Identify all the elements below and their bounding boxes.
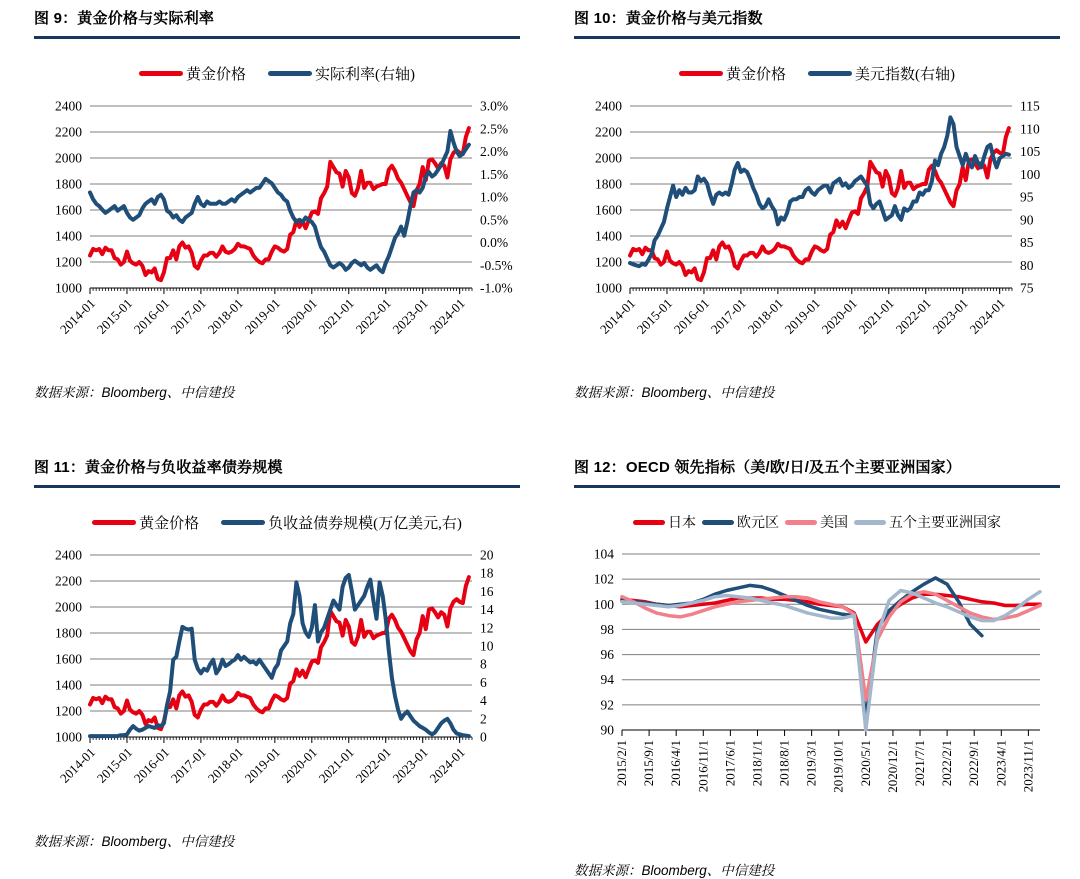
legend-swatch [633, 520, 665, 525]
legend-label: 实际利率(右轴) [315, 67, 415, 83]
svg-text:2022-01: 2022-01 [892, 295, 934, 337]
legend-label: 五个主要亚洲国家 [889, 516, 1001, 531]
svg-text:2018-01: 2018-01 [744, 295, 786, 337]
svg-text:12: 12 [480, 620, 494, 636]
svg-text:1800: 1800 [55, 176, 82, 192]
figure-10-title-underline [574, 36, 1060, 39]
legend-item [139, 63, 246, 84]
figure-12-title: 图 12：OECD 领先指标（美/欧/日/及五个主要亚洲国家） [574, 459, 962, 476]
figure-9-title-underline [34, 36, 520, 39]
svg-text:1.5%: 1.5% [480, 166, 509, 182]
svg-text:1200: 1200 [55, 254, 82, 270]
svg-text:2016-01: 2016-01 [670, 295, 713, 337]
legend-label: 日本 [668, 516, 696, 531]
svg-text:2016-01: 2016-01 [130, 744, 173, 786]
svg-text:2200: 2200 [55, 124, 82, 140]
svg-text:2021-01: 2021-01 [315, 295, 357, 337]
svg-text:2023-01: 2023-01 [389, 744, 431, 786]
svg-text:2015/2/1: 2015/2/1 [614, 740, 629, 787]
svg-text:2018/1/1: 2018/1/1 [749, 740, 765, 787]
svg-text:2024-01: 2024-01 [966, 295, 1008, 337]
svg-text:2020/12/1: 2020/12/1 [884, 740, 900, 793]
legend-item [702, 512, 779, 532]
svg-text:2400: 2400 [595, 98, 622, 114]
figure-10-legend [574, 63, 1060, 84]
svg-text:2024-01: 2024-01 [426, 295, 468, 337]
svg-text:1600: 1600 [55, 651, 82, 667]
svg-text:1000: 1000 [595, 280, 622, 296]
svg-text:2022-01: 2022-01 [352, 295, 394, 337]
figure-11 [0, 457, 540, 879]
legend-swatch [679, 71, 723, 76]
figure-11-source: 数据来源：Bloomberg、中信建投 [34, 834, 235, 849]
svg-text:1400: 1400 [55, 677, 82, 693]
svg-text:0.5%: 0.5% [480, 212, 509, 228]
svg-text:104: 104 [593, 546, 614, 562]
svg-text:2000: 2000 [595, 150, 622, 166]
svg-text:2017/6/1: 2017/6/1 [722, 740, 738, 787]
svg-text:2019/3/1: 2019/3/1 [803, 740, 819, 787]
svg-text:16: 16 [480, 583, 494, 599]
figure-12 [540, 457, 1080, 879]
svg-text:2014-01: 2014-01 [596, 295, 639, 337]
figure-12-title-underline [574, 485, 1060, 488]
svg-text:100: 100 [593, 596, 614, 612]
svg-text:92: 92 [600, 697, 614, 713]
svg-text:8: 8 [480, 656, 487, 672]
svg-text:2: 2 [480, 711, 487, 727]
svg-text:1200: 1200 [595, 254, 622, 270]
legend-item [633, 512, 696, 532]
svg-text:2019-01: 2019-01 [241, 295, 283, 337]
svg-text:2017-01: 2017-01 [707, 295, 750, 337]
svg-text:2200: 2200 [595, 124, 622, 140]
svg-text:1.0%: 1.0% [480, 189, 509, 205]
svg-text:2015/9/1: 2015/9/1 [641, 740, 657, 787]
svg-text:2017-01: 2017-01 [167, 744, 210, 786]
legend-swatch [139, 71, 183, 76]
svg-text:2021-01: 2021-01 [315, 744, 357, 786]
figure-9-title: 图 9：黄金价格与实际利率 [34, 10, 215, 27]
legend-swatch [702, 520, 734, 525]
figure-11-legend [34, 512, 520, 533]
legend-swatch [221, 520, 265, 525]
legend-item [808, 63, 955, 84]
svg-text:2020-01: 2020-01 [278, 744, 320, 786]
svg-text:14: 14 [480, 602, 494, 618]
svg-text:2023-01: 2023-01 [929, 295, 971, 337]
legend-item [92, 512, 199, 533]
svg-text:90: 90 [600, 722, 614, 738]
svg-text:2024-01: 2024-01 [426, 744, 468, 786]
legend-swatch [785, 520, 817, 525]
svg-text:10: 10 [480, 638, 494, 654]
legend-label: 美国 [820, 516, 848, 531]
figure-10 [540, 8, 1080, 401]
figure-10-chart [574, 90, 1060, 363]
legend-label: 黄金价格 [139, 516, 200, 532]
svg-text:2000: 2000 [55, 150, 82, 166]
svg-text:2000: 2000 [55, 599, 82, 615]
svg-text:-0.5%: -0.5% [480, 257, 513, 273]
svg-text:96: 96 [600, 647, 614, 663]
svg-text:94: 94 [600, 672, 614, 688]
svg-text:2400: 2400 [55, 98, 82, 114]
svg-text:2017-01: 2017-01 [167, 295, 210, 337]
figure-12-source: 数据来源：Bloomberg、中信建投 [574, 863, 775, 878]
legend-swatch [92, 520, 136, 525]
svg-text:2016/11/1: 2016/11/1 [695, 740, 711, 793]
svg-text:2023/4/1: 2023/4/1 [993, 740, 1009, 787]
svg-text:20: 20 [480, 547, 494, 563]
svg-text:2.0%: 2.0% [480, 144, 509, 159]
svg-text:1600: 1600 [595, 202, 622, 218]
svg-text:2021-01: 2021-01 [855, 295, 897, 337]
svg-text:2023/11/1: 2023/11/1 [1020, 740, 1036, 793]
figure-11-title-underline [34, 485, 520, 488]
svg-text:2019/10/1: 2019/10/1 [830, 740, 846, 793]
svg-text:2018-01: 2018-01 [204, 744, 246, 786]
legend-item [785, 512, 848, 532]
svg-text:105: 105 [1020, 144, 1041, 159]
legend-label: 黄金价格 [185, 67, 246, 83]
svg-text:2022/9/1: 2022/9/1 [966, 740, 982, 787]
svg-text:1000: 1000 [55, 280, 82, 296]
svg-text:2020-01: 2020-01 [278, 295, 320, 337]
svg-text:98: 98 [600, 621, 614, 637]
legend-label: 黄金价格 [725, 67, 786, 83]
svg-text:1000: 1000 [55, 729, 82, 745]
svg-text:1800: 1800 [595, 176, 622, 192]
legend-label: 美元指数(右轴) [855, 67, 955, 83]
svg-text:2400: 2400 [55, 547, 82, 563]
legend-item [268, 63, 415, 84]
svg-text:2020/5/1: 2020/5/1 [857, 740, 873, 787]
svg-text:2014-01: 2014-01 [56, 295, 99, 337]
figure-9-source: 数据来源：Bloomberg、中信建投 [34, 385, 235, 400]
svg-text:0: 0 [480, 729, 487, 745]
legend-swatch [808, 71, 852, 76]
svg-text:1800: 1800 [55, 625, 82, 641]
figure-10-title: 图 10：黄金价格与美元指数 [574, 10, 763, 27]
svg-text:2020-01: 2020-01 [818, 295, 860, 337]
svg-text:2.5%: 2.5% [480, 121, 509, 137]
svg-text:2018/8/1: 2018/8/1 [776, 740, 792, 787]
svg-text:2021/7/1: 2021/7/1 [912, 740, 928, 787]
svg-text:95: 95 [1020, 189, 1034, 205]
svg-text:2018-01: 2018-01 [204, 295, 246, 337]
svg-text:1400: 1400 [595, 228, 622, 244]
svg-text:80: 80 [1020, 257, 1034, 273]
svg-text:2016-01: 2016-01 [130, 295, 173, 337]
svg-text:0.0%: 0.0% [480, 235, 509, 250]
svg-text:3.0%: 3.0% [480, 98, 509, 114]
svg-text:102: 102 [593, 571, 614, 587]
figure-12-legend [574, 512, 1060, 532]
svg-text:2200: 2200 [55, 573, 82, 589]
figure-9 [0, 8, 540, 401]
svg-text:2015-01: 2015-01 [633, 295, 676, 337]
svg-text:85: 85 [1020, 235, 1034, 250]
svg-text:90: 90 [1020, 212, 1034, 228]
svg-text:2023-01: 2023-01 [389, 295, 431, 337]
svg-text:1200: 1200 [55, 703, 82, 719]
svg-text:2015-01: 2015-01 [93, 295, 136, 337]
legend-item [221, 512, 462, 533]
svg-text:2022/2/1: 2022/2/1 [939, 740, 955, 787]
svg-text:100: 100 [1020, 166, 1041, 182]
svg-text:110: 110 [1020, 121, 1040, 137]
svg-text:2016/4/1: 2016/4/1 [668, 740, 684, 787]
figure-9-legend [34, 63, 520, 84]
svg-text:75: 75 [1020, 280, 1034, 296]
svg-text:2022-01: 2022-01 [352, 744, 394, 786]
svg-text:6: 6 [480, 674, 487, 690]
legend-item [854, 512, 1001, 532]
legend-swatch [854, 520, 886, 525]
legend-label: 欧元区 [737, 516, 779, 531]
figure-10-source: 数据来源：Bloomberg、中信建投 [574, 385, 775, 400]
svg-text:1600: 1600 [55, 202, 82, 218]
legend-item [679, 63, 786, 84]
svg-text:18: 18 [480, 565, 494, 581]
svg-text:2019-01: 2019-01 [781, 295, 823, 337]
svg-text:1400: 1400 [55, 228, 82, 244]
svg-text:115: 115 [1020, 98, 1040, 114]
legend-label: 负收益债券规模(万亿美元,右) [268, 516, 462, 532]
svg-text:-1.0%: -1.0% [480, 280, 513, 296]
figure-11-title: 图 11：黄金价格与负收益率债券规模 [34, 459, 283, 476]
svg-text:2014-01: 2014-01 [56, 744, 99, 786]
svg-text:4: 4 [480, 693, 487, 709]
figure-9-chart [34, 90, 520, 363]
figure-11-chart [34, 539, 520, 812]
legend-swatch [268, 71, 312, 76]
figure-12-chart [574, 538, 1060, 841]
svg-text:2019-01: 2019-01 [241, 744, 283, 786]
svg-text:2015-01: 2015-01 [93, 744, 136, 786]
